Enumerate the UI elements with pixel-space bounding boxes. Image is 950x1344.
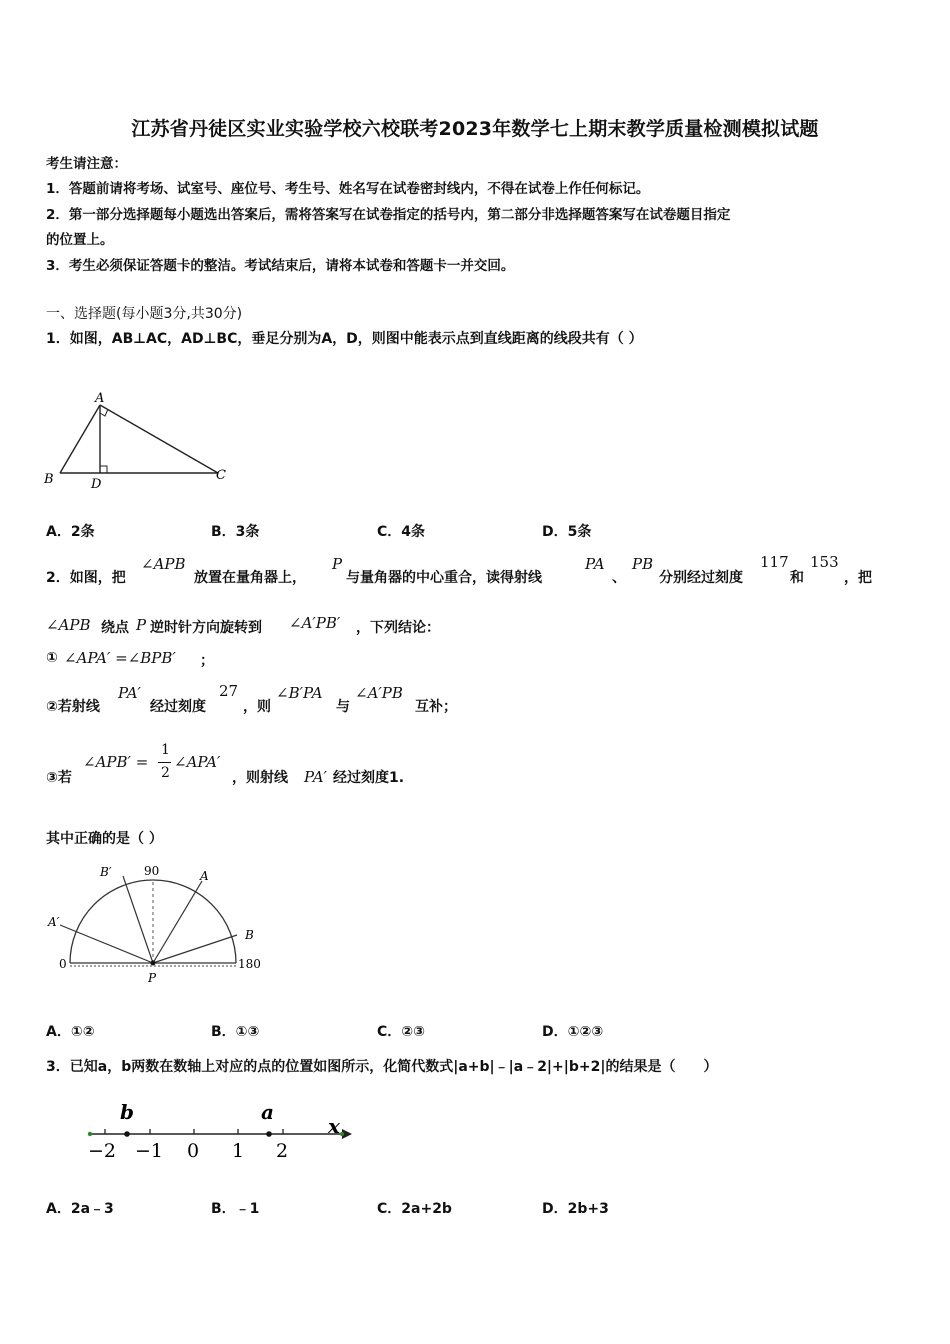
- page-title: 江苏省丹徒区实业实验学校六校联考2023年数学七上期末教学质量检测模拟试题: [131, 118, 819, 140]
- point-b: [124, 1131, 130, 1137]
- q2-and: 和: [790, 570, 804, 586]
- q2-which-correct: 其中正确的是（ ）: [46, 831, 163, 847]
- label-90: 90: [144, 864, 160, 878]
- q3-option-b[interactable]: B．﹣1: [211, 1201, 260, 1217]
- q2-c1-mark: ①: [46, 650, 58, 666]
- q2-point-p: P: [332, 555, 343, 573]
- q2-c3-text-1: ③若: [46, 770, 72, 786]
- tick-label-neg2: −2: [88, 1140, 117, 1162]
- q3-option-c[interactable]: C．2a+2b: [377, 1201, 452, 1217]
- q2-l2-point: P: [136, 616, 147, 634]
- q2-protractor-figure: [40, 855, 280, 990]
- q2-c2-text-1: ②若射线: [46, 699, 100, 715]
- q2-c1-end: ；: [200, 653, 214, 669]
- q2-l2-angle: ∠APB: [46, 616, 91, 634]
- q2-c2-angle-2: ∠A′PB: [355, 684, 403, 702]
- axis-end-dot: [340, 1132, 344, 1136]
- segment-ab: [60, 405, 100, 473]
- axis-start-dot: [88, 1132, 92, 1136]
- q1-triangle-figure: [40, 385, 240, 495]
- label-a: A: [200, 869, 209, 883]
- notice-item-1: 1．答题前请将考场、试室号、座位号、考生号、姓名写在试卷密封线内，不得在试卷上作任何标记。: [46, 181, 650, 197]
- q2-ray-pa: PA: [585, 555, 605, 573]
- q2-text-3: 与量角器的中心重合，读得射线: [346, 570, 542, 586]
- q3-number-line-figure: [80, 1095, 360, 1165]
- right-angle-a: [100, 409, 108, 416]
- segment-ac: [100, 405, 218, 473]
- q2-c2-text-4: 与: [336, 699, 350, 715]
- q2-option-a[interactable]: A．①②: [46, 1024, 95, 1040]
- q2-text-5: ，把: [844, 570, 872, 586]
- tick-label-neg1: −1: [135, 1140, 164, 1162]
- q2-text-1: 2．如图，把: [46, 570, 126, 586]
- q2-l2-text-3: ，下列结论：: [356, 620, 440, 636]
- ray-pb: [153, 935, 237, 963]
- q1-option-b[interactable]: B．3条: [211, 524, 260, 540]
- q2-c2-text-3: ，则: [243, 699, 271, 715]
- point-a: [266, 1131, 272, 1137]
- notice-item-2-cont: 的位置上。: [46, 232, 114, 248]
- label-c: C: [216, 468, 226, 483]
- ray-pb-prime: [123, 876, 153, 963]
- label-d: D: [91, 477, 102, 492]
- label-b: B: [44, 472, 54, 487]
- q2-l2-angle-2: ∠A′PB′: [289, 614, 341, 632]
- tick-label-0: 0: [187, 1140, 200, 1162]
- q2-option-c[interactable]: C．②③: [377, 1024, 425, 1040]
- q2-text-2: 放置在量角器上，: [194, 570, 306, 586]
- center-p: [151, 961, 156, 966]
- q1-option-c[interactable]: C．4条: [377, 524, 426, 540]
- tick-label-1: 1: [232, 1140, 245, 1162]
- notice-item-2: 2．第一部分选择题每小题选出答案后，需将答案写在试卷指定的括号内，第二部分非选择题答案写在试卷题目指定: [46, 207, 731, 223]
- q2-l2-text-2: 逆时针方向旋转到: [150, 620, 262, 636]
- q2-ray-pb: PB: [632, 555, 654, 573]
- q2-num-117: 117: [760, 553, 789, 571]
- label-a: A: [95, 391, 105, 406]
- q2-c2-num: 27: [219, 682, 239, 700]
- q2-c3-text-3: 经过刻度1.: [333, 770, 405, 786]
- notice-heading: 考生请注意：: [46, 156, 127, 172]
- q2-angle-apb: ∠APB: [141, 555, 186, 573]
- label-p: P: [148, 971, 157, 985]
- label-b-prime: B′: [100, 865, 112, 879]
- q2-c3-ray: PA′: [304, 768, 327, 786]
- q1-option-a[interactable]: A．2条: [46, 524, 95, 540]
- notice-item-3: 3．考生必须保证答题卡的整洁。考试结束后，请将本试卷和答题卡一并交回。: [46, 258, 515, 274]
- label-b: B: [245, 928, 254, 942]
- q1-option-d[interactable]: D．5条: [542, 524, 592, 540]
- q2-option-d[interactable]: D．①②③: [542, 1024, 604, 1040]
- label-a: a: [261, 1100, 274, 1124]
- q1-stem: 1．如图，AB⊥AC，AD⊥BC，垂足分别为A，D，则图中能表示点到直线距离的线段共有（ ）: [46, 331, 643, 347]
- label-180: 180: [238, 957, 261, 971]
- label-x: x: [328, 1114, 340, 1138]
- q2-c2-text-2: 经过刻度: [150, 699, 206, 715]
- q2-option-b[interactable]: B．①③: [211, 1024, 260, 1040]
- label-a-prime: A′: [48, 915, 60, 929]
- q2-c1-math: ∠APA′ =∠BPB′: [64, 649, 176, 667]
- q2-c2-text-5: 互补；: [415, 699, 457, 715]
- q3-option-a[interactable]: A．2a﹣3: [46, 1201, 114, 1217]
- q3-stem: 3．已知a，b两数在数轴上对应的点的位置如图所示，化简代数式|a+b|﹣|a﹣2|+|b+2|的结果是（ ）: [46, 1059, 718, 1075]
- q2-c3-text-2: ，则射线: [232, 770, 288, 786]
- q2-c3-angle-2: ∠APA′: [174, 753, 221, 771]
- label-0: 0: [59, 957, 67, 971]
- label-b: b: [120, 1100, 134, 1124]
- q2-text-4: 分别经过刻度: [659, 570, 743, 586]
- ray-pa: [153, 881, 202, 963]
- right-angle-d: [100, 466, 107, 473]
- q2-c3-frac-den: 2: [161, 765, 170, 781]
- q2-c2-angle-1: ∠B′PA: [276, 684, 323, 702]
- q2-c2-ray: PA′: [118, 684, 141, 702]
- q2-c3-frac-num: 1: [161, 742, 170, 758]
- tick-label-2: 2: [276, 1140, 289, 1162]
- section-heading: 一、选择题(每小题3分,共30分): [46, 306, 243, 322]
- q2-l2-text-1: 绕点: [101, 620, 129, 636]
- ray-pa-prime: [60, 925, 153, 963]
- q2-c3-angle-1: ∠APB′ =: [83, 753, 149, 771]
- q2-c3-frac-bar: [158, 762, 171, 763]
- q2-num-153: 153: [810, 553, 839, 571]
- q2-sep: 、: [612, 570, 626, 586]
- q3-option-d[interactable]: D．2b+3: [542, 1201, 609, 1217]
